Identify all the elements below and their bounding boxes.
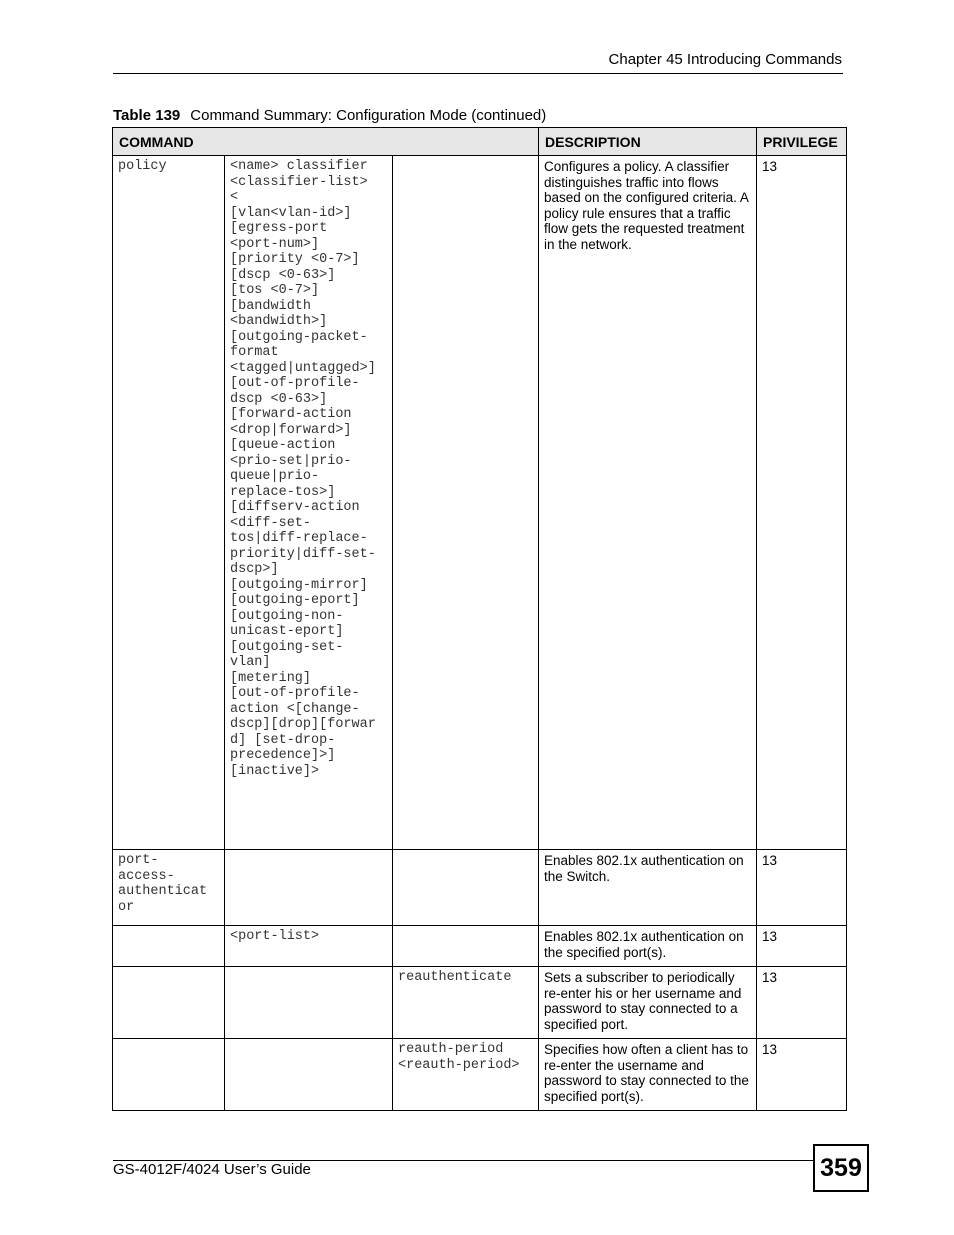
table-row — [113, 850, 847, 926]
command-line: <drop|forward>] — [230, 422, 352, 438]
guide-title: GS-4012F/4024 User’s Guide — [113, 1161, 311, 1178]
command-line: <classifier-list> — [230, 174, 368, 190]
command-part-1 — [113, 926, 225, 967]
description-cell: Sets a subscriber to periodically re-enter his or her username and password to stay connected to a specified port. — [539, 967, 757, 1039]
table-row — [113, 1039, 847, 1111]
command-line: < — [230, 190, 239, 205]
command-line: [queue-action — [230, 438, 336, 453]
description-cell: Enables 802.1x authentication on the Switch. — [539, 850, 757, 926]
command-line: [vlan<vlan-id>] — [230, 205, 352, 221]
description-cell: Enables 802.1x authentication on the specified port(s). — [539, 926, 757, 967]
command-line: tos|diff-replace- — [230, 531, 368, 546]
command-line: queue|prio- — [230, 469, 320, 484]
command-line: or — [118, 899, 135, 915]
header-description: DESCRIPTION — [539, 128, 757, 156]
command-part-1 — [113, 850, 225, 926]
table-row — [113, 967, 847, 1039]
command-line: <tagged|untagged>] — [230, 360, 376, 376]
page-number: 359 — [813, 1144, 869, 1192]
command-line: <diff-set- — [230, 515, 312, 531]
command-part-1 — [113, 1039, 225, 1111]
table-caption-label: Table 139 — [113, 107, 181, 124]
command-line: dscp>] — [230, 562, 279, 577]
command-line: [diffserv-action — [230, 500, 360, 515]
command-line: unicast-eport] — [230, 624, 344, 639]
command-part-1 — [113, 967, 225, 1039]
command-line: reauth-period — [398, 1042, 504, 1057]
command-line: [priority <0-7>] — [230, 252, 360, 267]
command-part-2 — [225, 1039, 393, 1111]
command-line: [forward-action — [230, 407, 352, 422]
command-line: <reauth-period> — [398, 1057, 520, 1073]
command-line: <name> classifier — [230, 159, 368, 174]
command-table — [112, 127, 847, 1111]
command-line: [egress-port — [230, 221, 328, 236]
command-line: replace-tos>] — [230, 484, 336, 500]
command-line: [outgoing-mirror] — [230, 577, 368, 593]
header-rule — [113, 73, 843, 74]
description-cell: Configures a policy. A classifier distinguishes traffic into flows based on the configured criteria. A policy rule ensures that a traffic flow gets the requested treatment in the network. — [539, 156, 757, 850]
command-line: [outgoing-non- — [230, 608, 344, 624]
command-part-3 — [393, 1039, 539, 1111]
chapter-title: Chapter 45 Introducing Commands — [608, 51, 842, 68]
table-row — [113, 926, 847, 967]
command-part-2 — [225, 926, 393, 967]
command-line: d] [set-drop- — [230, 732, 336, 748]
command-part-3 — [393, 926, 539, 967]
command-line: format — [230, 345, 279, 360]
table-header-row — [113, 128, 847, 156]
table-row — [113, 156, 847, 850]
privilege-cell: 13 — [757, 850, 847, 926]
command-line: dscp <0-63>] — [230, 391, 328, 407]
command-part-1 — [113, 156, 225, 850]
command-line: <port-list> — [230, 929, 320, 944]
command-line: [bandwidth — [230, 298, 312, 314]
command-line: [metering] — [230, 670, 312, 686]
description-cell: Specifies how often a client has to re-enter the username and password to stay connected to the specified port(s). — [539, 1039, 757, 1111]
command-line: [tos <0-7>] — [230, 283, 320, 298]
command-line: <bandwidth>] — [230, 314, 328, 329]
header-privilege: PRIVILEGE — [757, 128, 847, 156]
command-line: [out-of-profile- — [230, 686, 360, 701]
command-part-2 — [225, 850, 393, 926]
command-line: [inactive]> — [230, 763, 320, 779]
privilege-cell: 13 — [757, 926, 847, 967]
command-line: [outgoing-set- — [230, 639, 344, 655]
header-command: COMMAND — [113, 128, 539, 156]
table-caption-title: Command Summary: Configuration Mode (continued) — [190, 107, 547, 124]
command-part-2 — [225, 156, 393, 850]
command-line: reauthenticate — [398, 970, 512, 985]
privilege-cell: 13 — [757, 967, 847, 1039]
command-line: <prio-set|prio- — [230, 453, 352, 469]
command-line: access- — [118, 868, 175, 884]
command-part-3 — [393, 967, 539, 1039]
command-part-3 — [393, 156, 539, 850]
command-line: authenticat — [118, 884, 208, 899]
command-line: vlan] — [230, 655, 271, 670]
privilege-cell: 13 — [757, 156, 847, 850]
command-part-3 — [393, 850, 539, 926]
command-line: [out-of-profile- — [230, 376, 360, 391]
command-line: dscp][drop][forwar — [230, 717, 376, 732]
command-line: policy — [118, 159, 167, 174]
command-line: [outgoing-eport] — [230, 593, 360, 608]
table-caption — [113, 107, 546, 124]
command-line: [dscp <0-63>] — [230, 267, 336, 283]
command-line: port- — [118, 853, 159, 868]
command-line: [outgoing-packet- — [230, 329, 368, 345]
command-part-2 — [225, 967, 393, 1039]
privilege-cell: 13 — [757, 1039, 847, 1111]
command-line: action <[change- — [230, 701, 360, 717]
command-line: <port-num>] — [230, 236, 320, 252]
command-line: precedence]>] — [230, 748, 336, 763]
command-line: priority|diff-set- — [230, 546, 376, 562]
